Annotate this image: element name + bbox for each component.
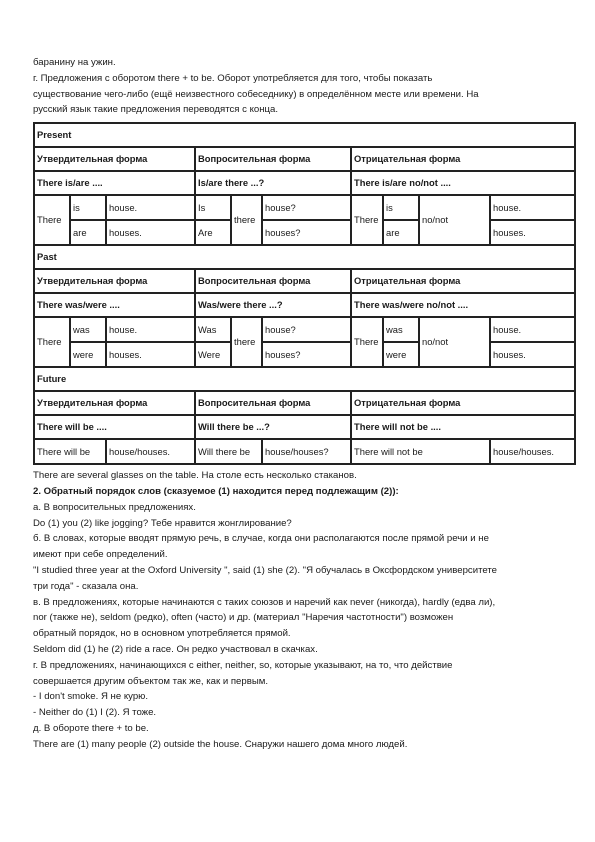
formula-affirmative: There is/are .... (34, 171, 195, 195)
cell: Is (195, 195, 231, 220)
cell: There (351, 195, 383, 245)
cell: house. (490, 317, 575, 342)
cell: houses. (106, 220, 195, 245)
formula-affirmative: There was/were .... (34, 293, 195, 317)
header-interrogative: Вопросительная форма (195, 391, 351, 415)
text-line: There are several glasses on the table. На столе есть несколько стаканов. (33, 470, 357, 482)
intro-line: г. Предложения с оборотом there + to be. Оборот употребляется для того, чтобы показать (33, 72, 433, 84)
header-affirmative: Утвердительная форма (34, 391, 195, 415)
cell: There (34, 195, 70, 245)
header-negative: Отрицательная форма (351, 391, 575, 415)
header-negative: Отрицательная форма (351, 147, 575, 171)
cell: house? (262, 195, 351, 220)
cell: was (70, 317, 106, 342)
formula-interrogative: Was/were there ...? (195, 293, 351, 317)
formula-affirmative: There will be .... (34, 415, 195, 439)
document-page (33, 55, 555, 753)
cell: house/houses? (262, 439, 351, 464)
text-line: д. В обороте there + to be. (33, 722, 149, 734)
text-line: "I studied three year at the Oxford University ", said (1) she (2). "Я обучалась в Оксфордском университете (33, 564, 497, 576)
formula-interrogative: Is/are there ...? (195, 171, 351, 195)
text-line: совершается другим объектом так же, как и первым. (33, 675, 268, 687)
body-text (33, 468, 555, 752)
text-line: Seldom did (1) he (2) ride a race. Он редко участвовал в скачках. (33, 643, 318, 655)
cell: house. (490, 195, 575, 220)
cell: There (351, 317, 383, 367)
text-line: обратный порядок, но в основном употребляется прямой. (33, 628, 291, 640)
text-line: в. В предложениях, которые начинаются с таких союзов и наречий как never (никогда), hardly (едва ли), (33, 596, 496, 608)
text-line: - I don't smoke. Я не курю. (33, 691, 149, 703)
text-line: г. В предложениях, начинающихся с either, neither, so, которые указывают, на то, что действие (33, 659, 453, 671)
intro-line: баранину на ужин. (33, 57, 116, 68)
text-line: - Neither do (1) I (2). Я тоже. (33, 707, 157, 719)
cell: there (231, 195, 262, 245)
cell: There (34, 317, 70, 367)
cell: houses? (262, 220, 351, 245)
header-interrogative: Вопросительная форма (195, 147, 351, 171)
cell: Was (195, 317, 231, 342)
cell: There will be (34, 439, 106, 464)
cell: is (383, 195, 419, 220)
cell: was (383, 317, 419, 342)
cell: houses. (490, 220, 575, 245)
cell: there (231, 317, 262, 367)
text-line: три года" - сказала она. (33, 580, 139, 592)
header-affirmative: Утвердительная форма (34, 269, 195, 293)
cell: Are (195, 220, 231, 245)
section-future-title: Future (34, 367, 575, 391)
text-line: There are (1) many people (2) outside the house. Снаружи нашего дома много людей. (33, 738, 408, 750)
there-be-table (33, 122, 576, 465)
formula-negative: There was/were no/not .... (351, 293, 575, 317)
header-affirmative: Утвердительная форма (34, 147, 195, 171)
cell: There will not be (351, 439, 490, 464)
cell: were (70, 342, 106, 367)
text-line: а. В вопросительных предложениях. (33, 501, 196, 513)
formula-interrogative: Will there be ...? (195, 415, 351, 439)
formula-negative: There is/are no/not .... (351, 171, 575, 195)
text-line: имеют при себе определений. (33, 549, 168, 561)
cell: is (70, 195, 106, 220)
intro-line: русский язык такие предложения переводятся с конца. (33, 104, 279, 116)
cell: house/houses. (490, 439, 575, 464)
cell: Will there be (195, 439, 262, 464)
cell: house/houses. (106, 439, 195, 464)
section-present-title: Present (34, 123, 575, 147)
section-past-title: Past (34, 245, 575, 269)
header-interrogative: Вопросительная форма (195, 269, 351, 293)
cell: are (383, 220, 419, 245)
section-heading: 2. Обратный порядок слов (сказуемое (1) находится перед подлежащим (2)): (33, 485, 399, 497)
text-line: nor (также не), seldom (редко), often (часто) и др. (материал "Наречия частотности") возможен (33, 612, 454, 624)
cell: houses? (262, 342, 351, 367)
header-negative: Отрицательная форма (351, 269, 575, 293)
cell: house? (262, 317, 351, 342)
cell: houses. (106, 342, 195, 367)
formula-negative: There will not be .... (351, 415, 575, 439)
cell: no/not (419, 195, 490, 245)
cell: were (383, 342, 419, 367)
cell: house. (106, 317, 195, 342)
cell: houses. (490, 342, 575, 367)
cell: Were (195, 342, 231, 367)
cell: house. (106, 195, 195, 220)
cell: no/not (419, 317, 490, 367)
intro-line: существование чего-либо (ещё неизвестного собеседнику) в определённом месте или времени. На (33, 88, 479, 100)
text-line: Do (1) you (2) like jogging? Тебе нравится жонглирование? (33, 517, 292, 529)
text-line: б. В словах, которые вводят прямую речь, в случае, когда они располагаются после прямой речи и не (33, 533, 489, 545)
cell: are (70, 220, 106, 245)
